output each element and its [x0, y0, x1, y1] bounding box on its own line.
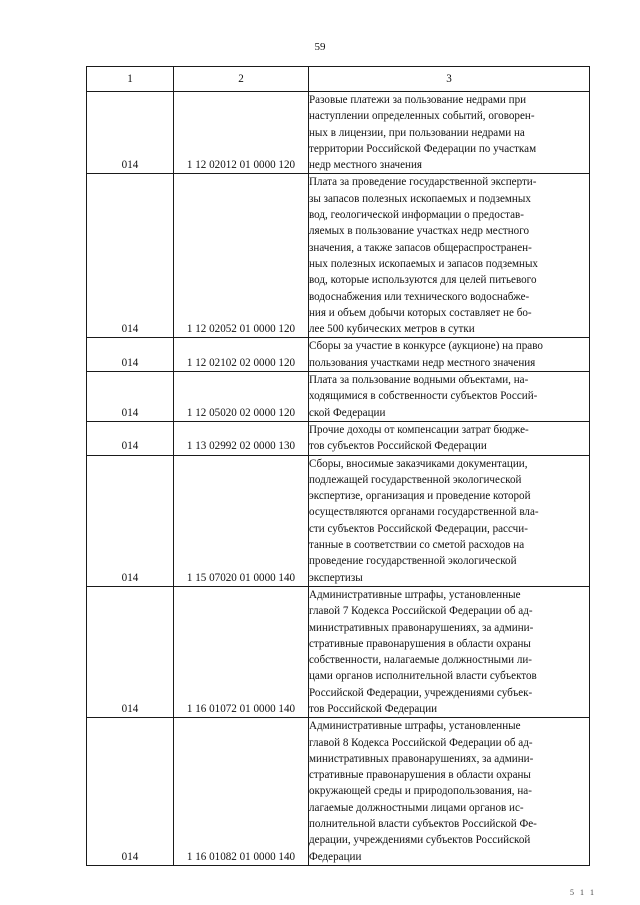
description-line: Плата за проведение государственной эксперти-	[309, 176, 537, 189]
description-line: ской Федерации	[309, 406, 386, 419]
description-line: Сборы, вносимые заказчиками документации,	[309, 457, 528, 470]
description-line: значения, а также запасов общераспространен-	[309, 241, 532, 254]
table-header-row	[87, 67, 590, 92]
description-line: лее 500 кубических метров в сутки	[309, 323, 475, 336]
description-line: Административные штрафы, установленные	[309, 720, 521, 733]
description-cell	[309, 718, 590, 866]
description-line: территории Российской Федерации по участкам	[309, 142, 537, 155]
description-line: лагаемые должностными лицами органов ис-	[309, 801, 524, 814]
table-body	[87, 92, 590, 866]
description-line: пользования участками недр местного значения	[309, 356, 536, 369]
description-line: экспертизы	[309, 571, 363, 584]
table-row	[87, 421, 590, 455]
description-cell	[309, 586, 590, 717]
description-cell	[309, 174, 590, 338]
budget-code-cell: 1 16 01072 01 0000 140	[174, 586, 309, 717]
description-line: вод, которые используются для целей питьевого	[309, 274, 537, 287]
description-line: цами органов исполнительной власти субъектов	[309, 670, 537, 683]
description-line: ных в лицензии, при пользовании недрами на	[309, 126, 525, 139]
table-row	[87, 174, 590, 338]
description-line: Плата за пользование водными объектами, на-	[309, 374, 529, 387]
description-line: стративные правонарушения в области охраны	[309, 769, 531, 782]
description-line: Федерации	[309, 850, 362, 863]
budget-code-cell: 1 16 01082 01 0000 140	[174, 718, 309, 866]
description-line: Российской Федерации, учреждениями субъек-	[309, 686, 533, 699]
table-row	[87, 718, 590, 866]
description-line: зы запасов полезных ископаемых и подземных	[309, 192, 531, 205]
table-row	[87, 372, 590, 422]
description-line: наступлении определенных событий, оговорен-	[309, 110, 535, 123]
admin-code-cell: 014	[87, 718, 174, 866]
budget-code-cell: 1 12 02012 01 0000 120	[174, 92, 309, 174]
description-line: экспертизе, организация и проведение которой	[309, 490, 531, 503]
description-line: тов субъектов Российской Федерации	[309, 440, 487, 453]
description-line: окружающей среды и природопользования, на-	[309, 785, 532, 798]
description-line: ходящимися в собственности субъектов Россий-	[309, 390, 538, 403]
description-line: недр местного значения	[309, 159, 423, 172]
description-line: проведение государственной экологической	[309, 555, 517, 568]
description-cell	[309, 455, 590, 586]
description-line: сти субъектов Российской Федерации, рассчи-	[309, 522, 528, 535]
budget-code-cell: 1 12 05020 02 0000 120	[174, 372, 309, 422]
admin-code-cell: 014	[87, 372, 174, 422]
description-line: тов Российской Федерации	[309, 702, 438, 715]
corner-mark: 5 1 1	[570, 888, 596, 897]
admin-code-cell: 014	[87, 455, 174, 586]
admin-code-cell: 014	[87, 92, 174, 174]
budget-codes-table	[86, 66, 590, 866]
description-cell	[309, 92, 590, 174]
column-header-1: 1	[87, 67, 174, 92]
description-line: главой 7 Кодекса Российской Федерации об ад-	[309, 605, 533, 618]
page-number: 59	[314, 41, 326, 53]
table-row	[87, 586, 590, 717]
description-line: ных полезных ископаемых и запасов подземных	[309, 257, 538, 270]
description-line: собственности, налагаемые должностными ли-	[309, 654, 532, 667]
description-line: ляемых в пользование участках недр местного	[309, 225, 530, 238]
description-line: министративных правонарушениях, за админи-	[309, 752, 534, 765]
table-row	[87, 455, 590, 586]
description-line: ния и объем добычи которых составляет не бо-	[309, 306, 532, 319]
admin-code-cell: 014	[87, 586, 174, 717]
budget-code-cell: 1 12 02052 01 0000 120	[174, 174, 309, 338]
column-header-2: 2	[174, 67, 309, 92]
budget-code-cell: 1 12 02102 02 0000 120	[174, 338, 309, 372]
column-header-3: 3	[309, 67, 590, 92]
table-row	[87, 92, 590, 174]
description-line: осуществляются органами государственной вла-	[309, 506, 539, 519]
admin-code-cell: 014	[87, 338, 174, 372]
description-line: танные в соответствии со сметой расходов на	[309, 539, 525, 552]
admin-code-cell: 014	[87, 174, 174, 338]
description-line: Административные штрафы, установленные	[309, 588, 521, 601]
description-line: вод, геологической информации о предостав-	[309, 209, 524, 222]
description-line: водоснабжения или технического водоснабже-	[309, 290, 530, 303]
description-cell	[309, 421, 590, 455]
admin-code-cell: 014	[87, 421, 174, 455]
description-line: Разовые платежи за пользование недрами при	[309, 94, 527, 106]
description-line: полнительной власти субъектов Российской Фе-	[309, 818, 537, 831]
description-line: главой 8 Кодекса Российской Федерации об ад-	[309, 736, 533, 749]
description-cell	[309, 372, 590, 422]
description-line: Прочие доходы от компенсации затрат бюдже-	[309, 423, 529, 436]
description-line: министративных правонарушениях, за админи-	[309, 621, 534, 634]
budget-code-cell: 1 13 02992 02 0000 130	[174, 421, 309, 455]
description-line: подлежащей государственной экологической	[309, 473, 522, 486]
description-line: стративные правонарушения в области охраны	[309, 637, 531, 650]
budget-code-cell: 1 15 07020 01 0000 140	[174, 455, 309, 586]
description-line: Сборы за участие в конкурсе (аукционе) на право	[309, 340, 543, 353]
table-row	[87, 338, 590, 372]
description-line: дерации, учреждениями субъектов Российской	[309, 834, 531, 847]
description-cell	[309, 338, 590, 372]
